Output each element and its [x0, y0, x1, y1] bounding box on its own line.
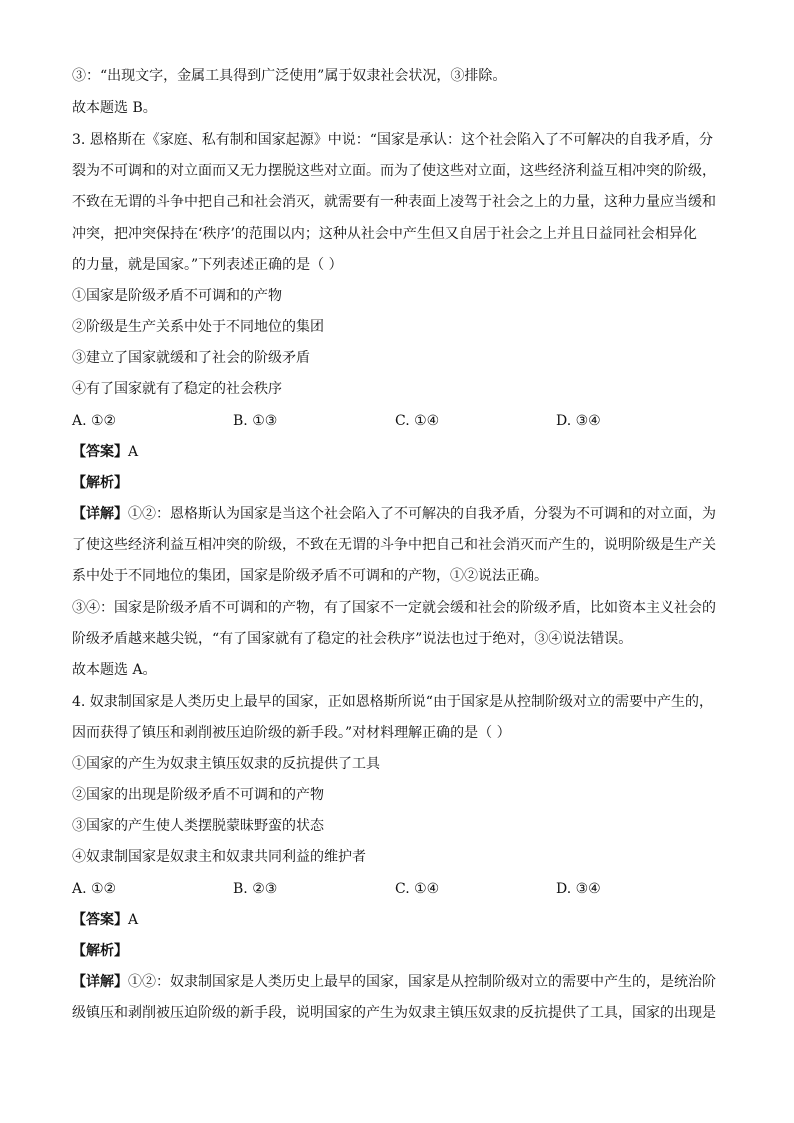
question-4-statement-1: ①国家的产生为奴隶主镇压奴隶的反抗提供了工具 — [72, 756, 380, 772]
question-3-stem: 不致在无谓的斗争中把自己和社会消灭，就需要有一种表面上凌驾于社会之上的力量，这种力量应当缓和 — [72, 194, 716, 210]
question-4-statement-3: ③国家的产生使人类摆脱蒙昧野蛮的状态 — [72, 818, 324, 834]
question-3-stem: 冲突，把冲突保持在‘秩序’的范围以内；这种从社会中产生但又自居于社会之上并且日益同社会相异化 — [72, 226, 697, 242]
question-3-stem: 的力量，就是国家。”下列表述正确的是（ ） — [72, 257, 343, 273]
question-4-statement-4: ④奴隶制国家是奴隶主和奴隶共同利益的维护者 — [72, 849, 366, 865]
question-4-statement-2: ②国家的出现是阶级矛盾不可调和的产物 — [72, 787, 324, 803]
question-3-statement-4: ④有了国家就有了稳定的社会秩序 — [72, 381, 282, 397]
explanation-line: ③④：国家是阶级矛盾不可调和的产物，有了国家不一定就会缓和社会的阶级矛盾，比如资本主义社会的 — [72, 600, 716, 616]
answer-label: 【答案】 — [72, 912, 128, 928]
text-line: ③：“出现文字，金属工具得到广泛使用”属于奴隶社会状况，③排除。 — [72, 68, 507, 84]
text-line: 故本题选 A。 — [72, 662, 157, 678]
question-3-statement-3: ③建立了国家就缓和了社会的阶级矛盾 — [72, 350, 310, 366]
answer-line — [72, 910, 730, 930]
analysis-label: 【解析】 — [72, 943, 128, 959]
analysis-label: 【解析】 — [72, 475, 128, 491]
answer-value: A — [128, 912, 139, 928]
question-3-statement-2: ②阶级是生产关系中处于不同地位的集团 — [72, 319, 324, 335]
text-line: 故本题选 B。 — [72, 100, 157, 116]
explanation-line: 阶级矛盾越来越尖锐，“有了国家就有了稳定的社会秩序”说法也过于绝对，③④说法错误。 — [72, 631, 633, 647]
option-c: C. ①④ — [395, 413, 440, 429]
detail-text: ①②：恩格斯认为国家是当这个社会陷入了不可解决的自我矛盾，分裂为不可调和的对立面，为 — [128, 506, 716, 522]
detail-label: 【详解】 — [72, 506, 128, 522]
option-c: C. ①④ — [395, 881, 440, 897]
question-3-stem: 3. 恩格斯在《家庭、私有制和国家起源》中说：“国家是承认：这个社会陷入了不可解决的自我矛盾，分 — [72, 132, 713, 148]
answer-value: A — [128, 444, 139, 460]
question-4-stem: 4. 奴隶制国家是人类历史上最早的国家，正如恩格斯所说“由于国家是从控制阶级对立的需要中产生的， — [72, 694, 713, 710]
option-a: A. ①② — [72, 881, 117, 897]
option-b: B. ②③ — [233, 881, 278, 897]
question-4-stem: 因而获得了镇压和剥削被压迫阶级的新手段。”对材料理解正确的是（ ） — [72, 725, 511, 741]
option-d: D. ③④ — [556, 881, 601, 897]
option-d: D. ③④ — [556, 413, 601, 429]
explanation-line: 级镇压和剥削被压迫阶级的新手段，说明国家的产生为奴隶主镇压奴隶的反抗提供了工具，国家的出现是 — [72, 1005, 716, 1021]
detail-text: ①②：奴隶制国家是人类历史上最早的国家，国家是从控制阶级对立的需要中产生的，是统治阶 — [128, 974, 716, 990]
explanation-line: 系中处于不同地位的集团，国家是阶级矛盾不可调和的产物，①②说法正确。 — [72, 568, 548, 584]
detail-label: 【详解】 — [72, 974, 128, 990]
option-a: A. ①② — [72, 413, 117, 429]
answer-line — [72, 442, 730, 462]
explanation-line: 了使这些经济利益互相冲突的阶级，不致在无谓的斗争中把自己和社会消灭而产生的，说明阶级是生产关 — [72, 537, 716, 553]
explanation-line — [72, 504, 730, 524]
question-3-stem: 裂为不可调和的对立面而又无力摆脱这些对立面。而为了使这些对立面，这些经济利益互相冲突的阶级， — [72, 163, 716, 179]
explanation-line — [72, 972, 730, 992]
answer-label: 【答案】 — [72, 444, 128, 460]
option-b: B. ①③ — [233, 413, 278, 429]
question-3-statement-1: ①国家是阶级矛盾不可调和的产物 — [72, 288, 282, 304]
